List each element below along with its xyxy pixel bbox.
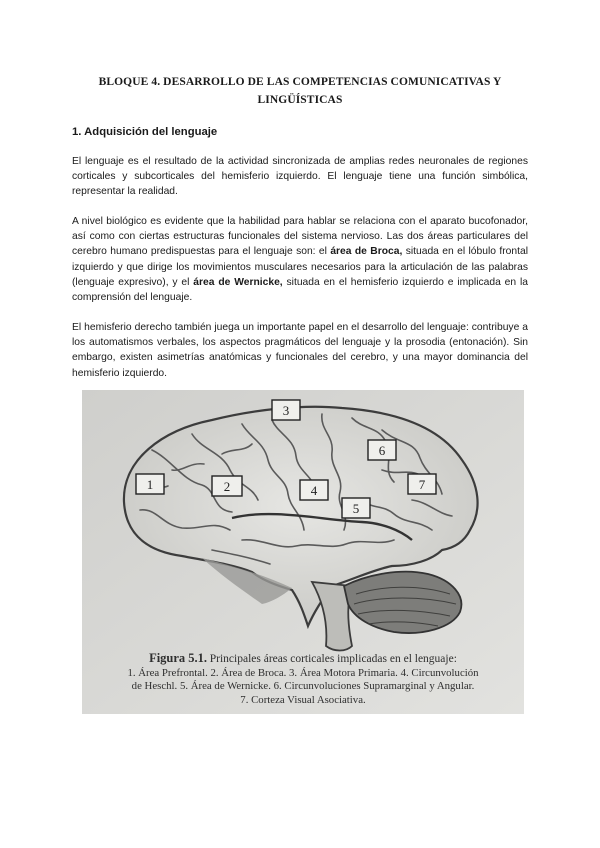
area-label-7 (408, 474, 436, 494)
svg-text:3: 3 (282, 403, 290, 418)
area-label-5 (342, 498, 370, 518)
area-label-4 (300, 480, 328, 500)
caption-label: Figura 5.1. (149, 651, 208, 665)
caption-line-3: de Heschl. 5. Área de Wernicke. 6. Circunvoluciones Supramarginal y Angular. (131, 680, 475, 692)
svg-text:5: 5 (352, 501, 360, 516)
figure-caption (82, 652, 524, 707)
brain-figure (82, 390, 524, 714)
title-line-1: BLOQUE 4. DESARROLLO DE LAS COMPETENCIAS COMUNICATIVAS Y (98, 76, 502, 88)
paragraph-2-text-c: situada en el hemisferio izquierdo e implicada en la comprensión del lenguaje. (72, 276, 528, 304)
svg-text:2: 2 (223, 479, 231, 494)
wernicke-term: área de Wernicke, (193, 276, 283, 288)
broca-term: área de Broca, (330, 246, 403, 258)
caption-title: Principales áreas corticales implicadas en el lenguaje: (209, 653, 457, 665)
area-label-6 (368, 440, 396, 460)
area-label-3 (272, 400, 300, 420)
paragraph-2-text-a: A nivel biológico es evidente que la habilidad para hablar se relaciona con el aparato bucofonador, así como con ciertas estructuras funcionales del sistema nervioso. Las dos áreas particulares del cerebro humano predispuestas para el lenguaje son: el (72, 216, 528, 258)
svg-text:6: 6 (378, 443, 386, 458)
area-label-1 (136, 474, 164, 494)
caption-line-2: 1. Área Prefrontal. 2. Área de Broca. 3. Área Motora Primaria. 4. Circunvolución (127, 666, 479, 679)
area-label-2 (212, 476, 242, 496)
paragraph-1: El lenguaje es el resultado de la actividad sincronizada de amplias redes neuronales de regiones corticales y subcorticales del hemisferio izquierdo. El lenguaje tiene una función simbólica, representar la realidad. (72, 156, 528, 198)
caption-line-4: 7. Corteza Visual Asociativa. (240, 693, 366, 706)
paragraph-2-text-b: situada en el lóbulo frontal izquierdo y que dirige los movimientos musculares necesarios para la articulación de las palabras (lenguaje expresivo), y el (72, 246, 528, 288)
paragraph-2 (72, 214, 528, 305)
svg-text:7: 7 (418, 477, 426, 492)
title-line-2: LINGÜÍSTICAS (257, 94, 343, 106)
caption-line-1 (82, 652, 524, 667)
paragraph-3: El hemisferio derecho también juega un importante papel en el desarrollo del lenguaje: contribuye a los automatismos verbales, los aspectos pragmáticos del lenguaje y la prosodia (entonación). Sin embargo, existen asimetrías anatómicas y funcionales del cerebro, y una mayor dominancia del hemisferio izquierdo. (72, 322, 528, 379)
svg-text:1: 1 (146, 477, 154, 492)
section-heading: 1. Adquisición del lenguaje (72, 126, 218, 138)
document-title (72, 73, 528, 109)
svg-text:4: 4 (310, 483, 318, 498)
